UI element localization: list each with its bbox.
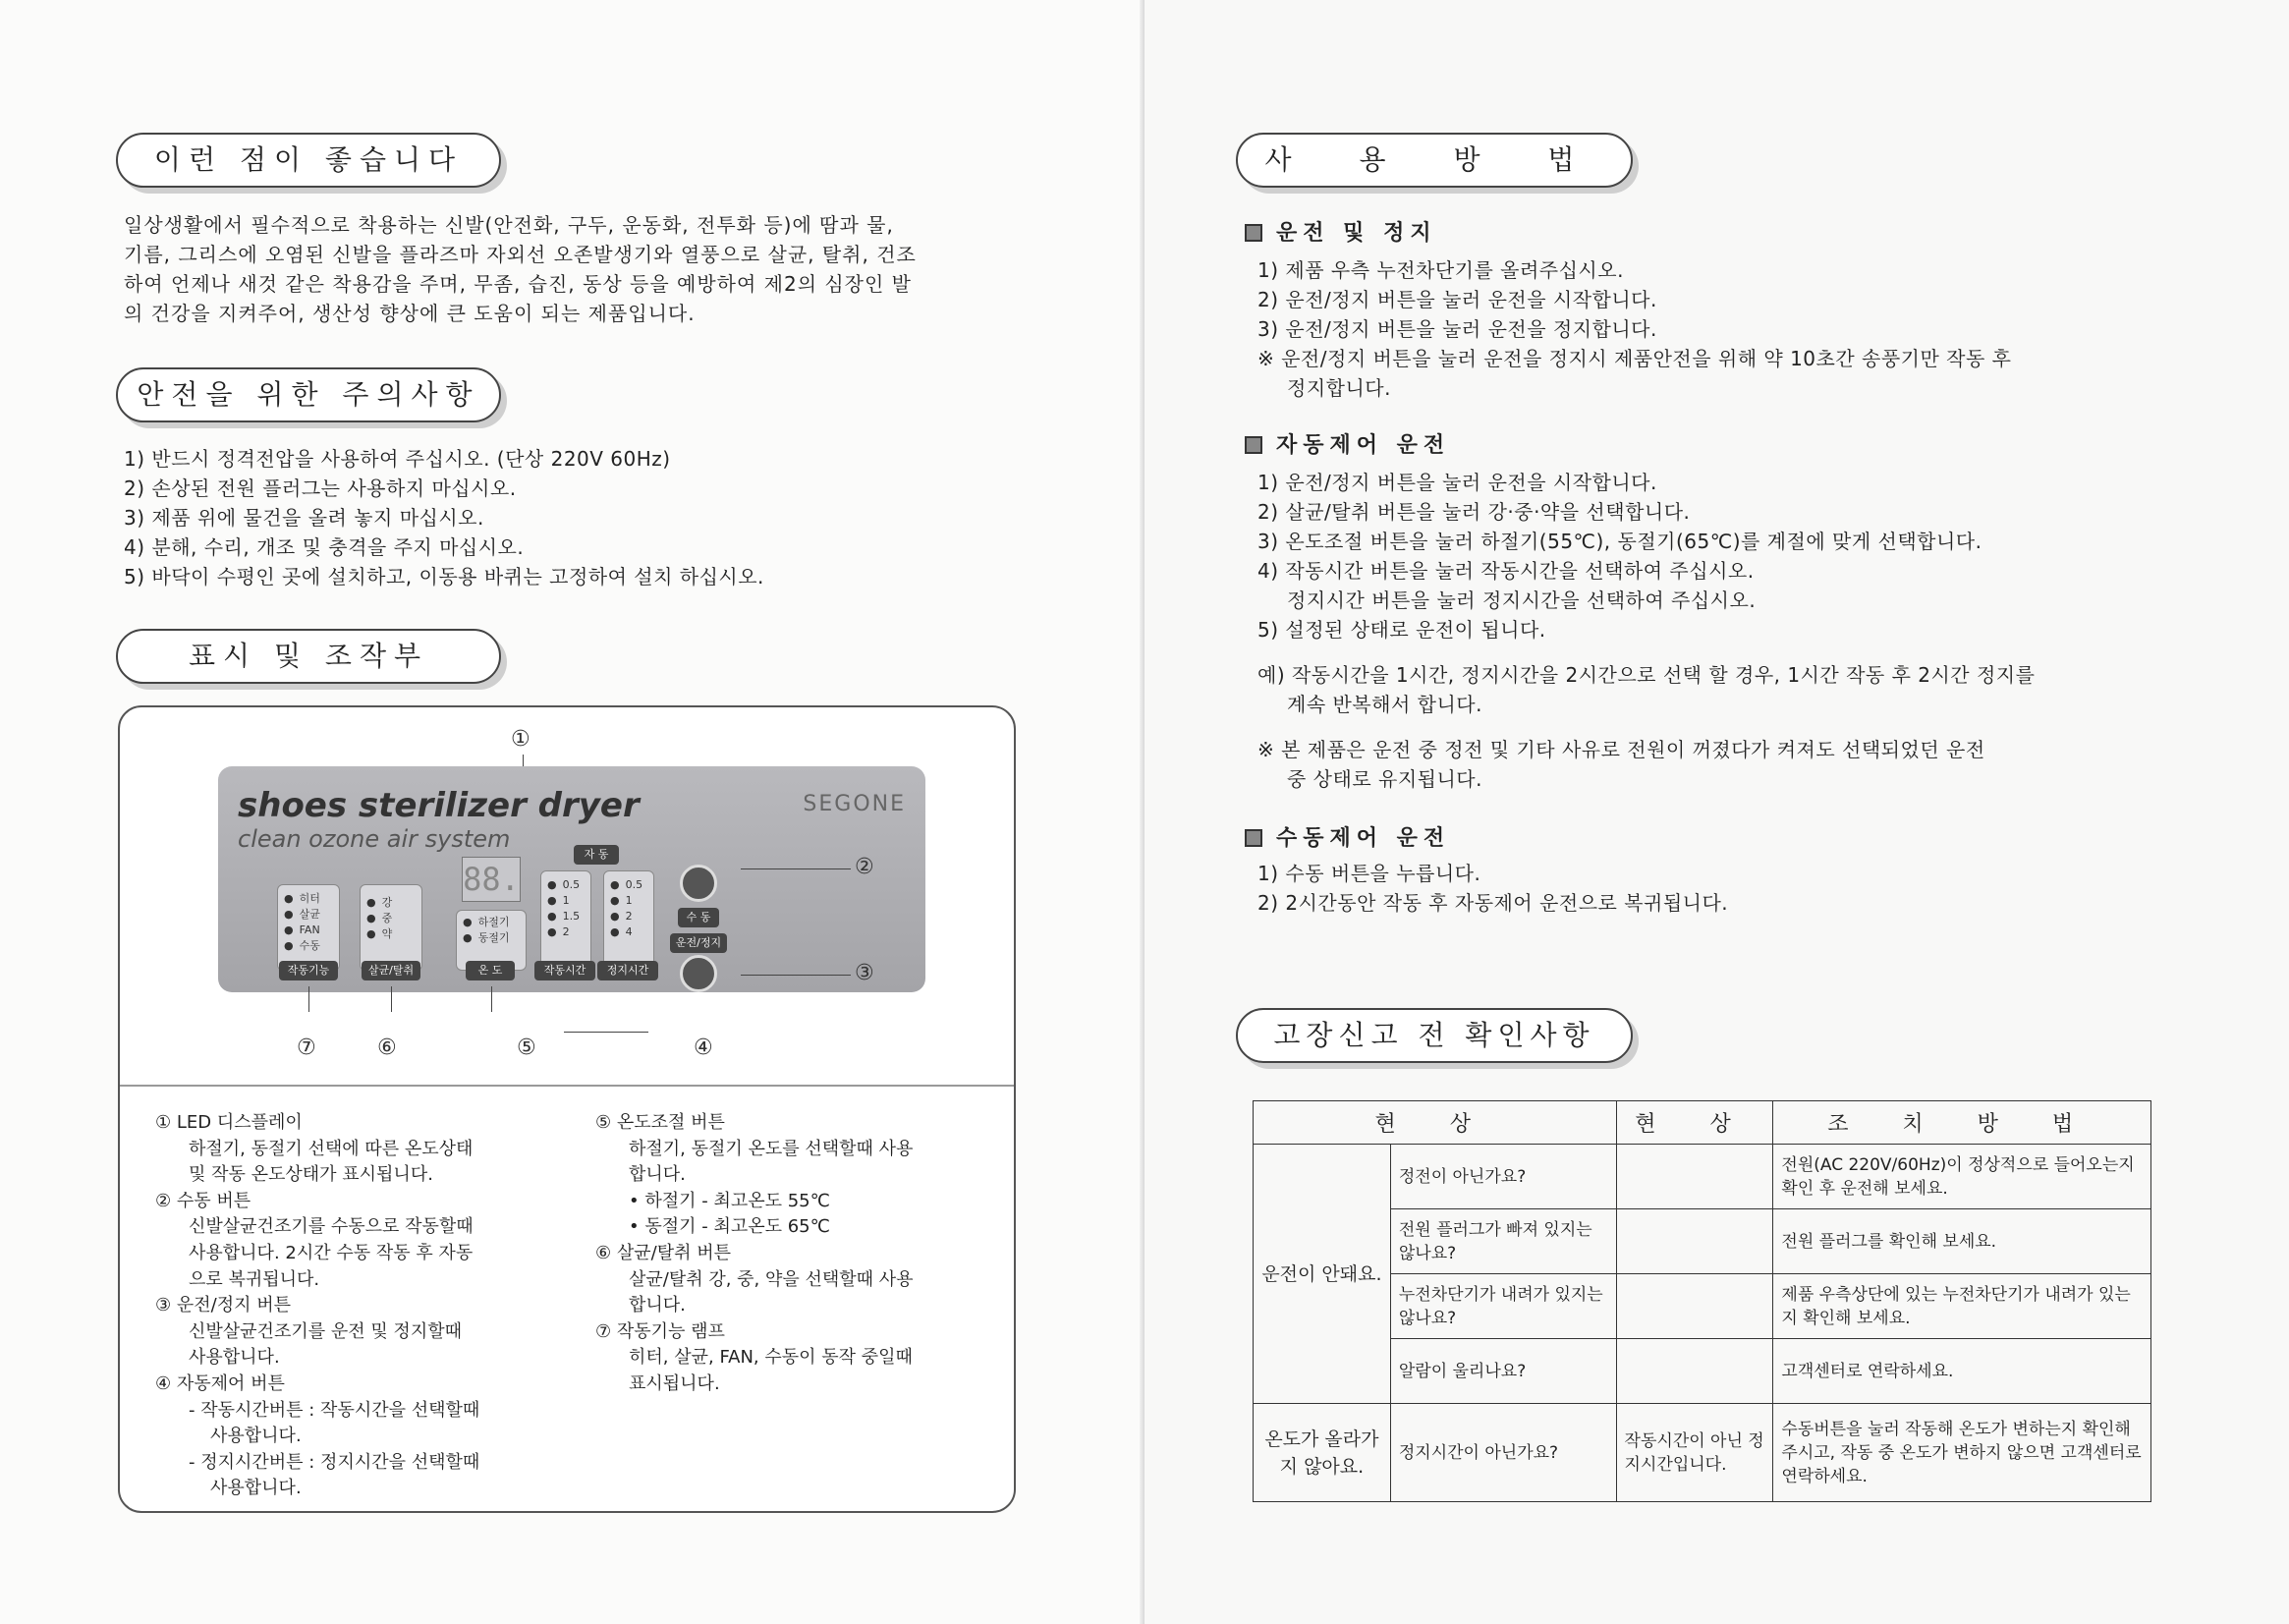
safety-item: 3) 제품 위에 물건을 올려 놓지 마십시오. <box>124 506 484 530</box>
cell-symptom: 전원 플러그가 빠져 있지는 않나요? <box>1390 1209 1616 1274</box>
bullet-square-icon <box>1245 829 1262 847</box>
callout-1: ① <box>511 727 530 752</box>
lamp-medium: ● 중 <box>361 911 421 926</box>
desc-item: - 정지시간버튼 : 정지시간을 선택할때 <box>189 1451 480 1473</box>
list-item: 2) 살균/탈취 버튼을 눌러 강·중·약을 선택합니다. <box>1257 500 1691 524</box>
lamp-stop-4: ● 4 <box>604 924 653 940</box>
list-item: 1) 수동 버튼을 누릅니다. <box>1257 862 1481 885</box>
cell-action: 제품 우측상단에 있는 누전차단기가 내려가 있는지 확인해 보세요. <box>1773 1274 2151 1339</box>
callout-5: ⑤ <box>517 1036 536 1060</box>
device-panel <box>218 766 925 992</box>
auto-control-list <box>1257 468 1982 644</box>
safety-item: 1) 반드시 정격전압을 사용하여 주십시오. (단상 220V 60Hz) <box>124 447 671 471</box>
callout-7: ⑦ <box>297 1036 316 1060</box>
lamp-run-2: ● 2 <box>541 924 590 940</box>
section-auto-control <box>1245 428 1450 459</box>
desc-item: 히터, 살균, FAN, 수동이 동작 중일때 <box>629 1347 913 1369</box>
intro-line: 일상생활에서 필수적으로 착용하는 신발(안전화, 구두, 운동화, 전투화 등)에 땀과 물, <box>124 213 894 237</box>
desc-item: 하절기, 동절기 선택에 따른 온도상태 <box>189 1138 474 1159</box>
callout-2: ② <box>855 855 874 879</box>
list-item: 정지시간 버튼을 눌러 정지시간을 선택하여 주십시오. <box>1287 588 1757 612</box>
desc-item: 신발살균건조기를 운전 및 정지할때 <box>189 1320 462 1342</box>
leader-6 <box>391 986 392 1012</box>
table-row <box>1254 1404 2151 1502</box>
cell-action: 전원 플러그를 확인해 보세요. <box>1773 1209 2151 1274</box>
power-icon[interactable] <box>680 955 717 992</box>
leader-4 <box>564 1032 648 1033</box>
troubleshooting-table <box>1253 1100 2151 1502</box>
power-failure-note <box>1257 735 1985 794</box>
desc-item: 살균/탈취 강, 중, 약을 선택할때 사용 <box>629 1268 914 1290</box>
list-item: 계속 반복해서 합니다. <box>1287 693 1482 716</box>
list-item: 3) 온도조절 버튼을 눌러 하절기(55℃), 동절기(65℃)를 계절에 맞게 선택합니다. <box>1257 530 1982 553</box>
lamp-heater: ● 히터 <box>278 891 339 907</box>
manual-control-list <box>1257 859 1728 918</box>
cell-symptom: 누전차단기가 내려가 있지는 않나요? <box>1390 1274 1616 1339</box>
desc-item: 사용합니다. <box>210 1478 302 1499</box>
intro-paragraph <box>124 210 1024 328</box>
run-time-button[interactable]: 작동시간 <box>534 961 595 980</box>
example-note <box>1257 660 2035 719</box>
cell-empty <box>1616 1274 1773 1339</box>
stop-time-button[interactable]: 정지시간 <box>597 961 658 980</box>
safety-item: 2) 손상된 전원 플러그는 사용하지 마십시오. <box>124 476 517 500</box>
leader-2 <box>741 868 851 869</box>
sterilize-lamp-group <box>360 884 422 971</box>
table-row <box>1254 1145 2151 1209</box>
lamp-run-1: ● 1 <box>541 893 590 909</box>
safety-list <box>124 444 764 591</box>
desc-item: 표시됩니다. <box>629 1372 720 1394</box>
desc-item: 으로 복귀됩니다. <box>189 1268 320 1290</box>
manual-round-button[interactable] <box>680 865 717 902</box>
list-item: 2) 운전/정지 버튼을 눌러 운전을 시작합니다. <box>1257 288 1657 311</box>
lamp-fan: ● FAN <box>278 923 339 938</box>
cell-action: 전원(AC 220V/60Hz)이 정상적으로 들어오는지 확인 후 운전해 보세요. <box>1773 1145 2151 1209</box>
list-item: ※ 운전/정지 버튼을 눌러 운전을 정지시 제품안전을 위해 약 10초간 송풍기만 작동 후 <box>1257 347 2012 370</box>
lamp-stop-1: ● 1 <box>604 893 653 909</box>
list-item: 5) 설정된 상태로 운전이 됩니다. <box>1257 618 1546 642</box>
cell-mid: 작동시간이 아닌 정지시간입니다. <box>1616 1404 1773 1502</box>
list-item: 예) 작동시간을 1시간, 정지시간을 2시간으로 선택 할 경우, 1시간 작동 후 2시간 정지를 <box>1257 663 2036 687</box>
intro-line: 의 건강을 지켜주어, 생산성 향상에 큰 도움이 되는 제품입니다. <box>124 302 696 325</box>
lamp-run-0-5: ● 0.5 <box>541 877 590 893</box>
cell-empty <box>1616 1209 1773 1274</box>
control-panel-figure <box>118 705 1016 1513</box>
sterilize-button[interactable]: 살균/탈취 <box>362 961 420 980</box>
heading-usage: 사 용 방 법 <box>1236 133 1633 188</box>
description-column-1 <box>155 1110 479 1502</box>
cell-symptom: 정전이 아닌가요? <box>1390 1145 1616 1209</box>
header-symptom: 현 상 <box>1254 1101 1617 1145</box>
group-no-heat: 온도가 올라가지 않아요. <box>1254 1404 1391 1502</box>
lamp-stop-0-5: ● 0.5 <box>604 877 653 893</box>
desc-item: 하절기, 동절기 온도를 선택할때 사용 <box>629 1138 914 1159</box>
function-button[interactable]: 작동기능 <box>279 961 338 980</box>
desc-item: 사용합니다. <box>210 1426 302 1447</box>
section-manual-control <box>1245 821 1450 852</box>
lamp-manual: ● 수동 <box>278 938 339 954</box>
lamp-winter: ● 동절기 <box>457 930 526 946</box>
cell-action: 고객센터로 연락하세요. <box>1773 1339 2151 1404</box>
group-no-run: 운전이 안돼요. <box>1254 1145 1391 1404</box>
desc-item: 및 작동 온도상태가 표시됩니다. <box>189 1164 433 1186</box>
desc-item: ④ 자동제어 버튼 <box>155 1372 285 1394</box>
auto-label: 자 동 <box>574 845 619 865</box>
list-item: 4) 작동시간 버튼을 눌러 작동시간을 선택하여 주십시오. <box>1257 559 1755 583</box>
list-item: 1) 운전/정지 버튼을 눌러 운전을 시작합니다. <box>1257 471 1657 494</box>
run-time-lamp-group <box>540 870 591 971</box>
desc-item: • 하절기 - 최고온도 55℃ <box>629 1190 830 1211</box>
list-item: 2) 2시간동안 작동 후 자동제어 운전으로 복귀됩니다. <box>1257 891 1729 915</box>
lamp-sterilize: ● 살균 <box>278 907 339 923</box>
manual-button-label: 수 동 <box>678 908 719 927</box>
description-column-2 <box>595 1110 914 1398</box>
desc-item: 신발살균건조기를 수동으로 작동할때 <box>189 1216 474 1238</box>
desc-item: ③ 운전/정지 버튼 <box>155 1295 291 1316</box>
safety-item: 4) 분해, 수리, 개조 및 충격을 주지 마십시오. <box>124 535 525 559</box>
desc-item: 합니다. <box>629 1295 686 1316</box>
desc-item: ⑤ 온도조절 버튼 <box>595 1112 725 1133</box>
heading-troubleshooting: 고장신고 전 확인사항 <box>1236 1008 1633 1063</box>
intro-line: 기름, 그리스에 오염된 신발을 플라즈마 자외선 오존발생기와 열풍으로 살균, 탈취, 건조 <box>124 243 917 266</box>
device-title: shoes sterilizer dryer <box>238 786 640 825</box>
list-item: 3) 운전/정지 버튼을 눌러 운전을 정지합니다. <box>1257 317 1657 341</box>
lamp-run-1-5: ● 1.5 <box>541 909 590 924</box>
header-symptom-2: 현 상 <box>1616 1101 1773 1145</box>
run-stop-list <box>1257 255 2011 403</box>
bullet-square-icon <box>1245 224 1262 242</box>
cell-action: 수동버튼을 눌러 작동해 온도가 변하는지 확인해 주시고, 작동 중 온도가 변하지 않으면 고객센터로 연락하세요. <box>1773 1404 2151 1502</box>
leader-7 <box>308 986 309 1012</box>
callout-3: ③ <box>855 961 874 985</box>
list-item: ※ 본 제품은 운전 중 정전 및 기타 사유로 전원이 꺼졌다가 켜져도 선택되었던 운전 <box>1257 738 1985 761</box>
left-page <box>0 0 1144 1624</box>
desc-item: ① LED 디스플레이 <box>155 1112 303 1133</box>
panel-divider <box>120 1085 1014 1087</box>
header-action: 조 치 방 법 <box>1773 1101 2151 1145</box>
cell-empty <box>1616 1339 1773 1404</box>
function-lamp-group <box>277 884 340 971</box>
leader-5 <box>491 986 492 1012</box>
stop-time-lamp-group <box>603 870 654 971</box>
desc-item: ⑥ 살균/탈취 버튼 <box>595 1242 731 1263</box>
lamp-weak: ● 약 <box>361 926 421 942</box>
cell-symptom: 정지시간이 아닌가요? <box>1390 1404 1616 1502</box>
section-title: 운전 및 정지 <box>1276 221 1437 246</box>
table-header-row <box>1254 1101 2151 1145</box>
section-run-stop <box>1245 216 1437 247</box>
callout-4: ④ <box>694 1036 713 1060</box>
temperature-button[interactable]: 온 도 <box>466 961 515 980</box>
desc-item: - 작동시간버튼 : 작동시간을 선택할때 <box>189 1399 480 1421</box>
lamp-summer: ● 하절기 <box>457 915 526 930</box>
heading-safety: 안전을 위한 주의사항 <box>116 367 501 422</box>
intro-line: 하여 언제나 새것 같은 착용감을 주며, 무좀, 습진, 동상 등을 예방하여 제2의 심장인 발 <box>124 272 913 296</box>
lamp-stop-2: ● 2 <box>604 909 653 924</box>
list-item: 1) 제품 우측 누전차단기를 올려주십시오. <box>1257 258 1624 282</box>
list-item: 중 상태로 유지됩니다. <box>1287 767 1482 791</box>
section-title: 자동제어 운전 <box>1276 433 1451 458</box>
callout-6: ⑥ <box>377 1036 397 1060</box>
power-button-label: 운전/정지 <box>670 933 727 953</box>
heading-controls: 표시 및 조작부 <box>116 629 501 684</box>
desc-item: • 동절기 - 최고온도 65℃ <box>629 1216 830 1238</box>
led-display: 88. <box>462 857 521 902</box>
safety-item: 5) 바닥이 수평인 곳에 설치하고, 이동용 바퀴는 고정하여 설치 하십시오. <box>124 565 764 588</box>
cell-symptom: 알람이 울리나요? <box>1390 1339 1616 1404</box>
leader-3 <box>741 975 851 976</box>
desc-item: 사용합니다. <box>189 1347 280 1369</box>
cell-empty <box>1616 1145 1773 1209</box>
desc-item: 합니다. <box>629 1164 686 1186</box>
desc-item: ② 수동 버튼 <box>155 1190 251 1211</box>
list-item: 정지합니다. <box>1287 376 1391 400</box>
lamp-strong: ● 강 <box>361 895 421 911</box>
brand-logo: SEGONE <box>803 792 906 816</box>
section-title: 수동제어 운전 <box>1276 826 1451 851</box>
desc-item: ⑦ 작동기능 램프 <box>595 1320 725 1342</box>
bullet-square-icon <box>1245 436 1262 454</box>
desc-item: 사용합니다. 2시간 수동 작동 후 자동 <box>189 1242 474 1263</box>
device-subtitle: clean ozone air system <box>238 825 511 853</box>
heading-advantages: 이런 점이 좋습니다 <box>116 133 501 188</box>
